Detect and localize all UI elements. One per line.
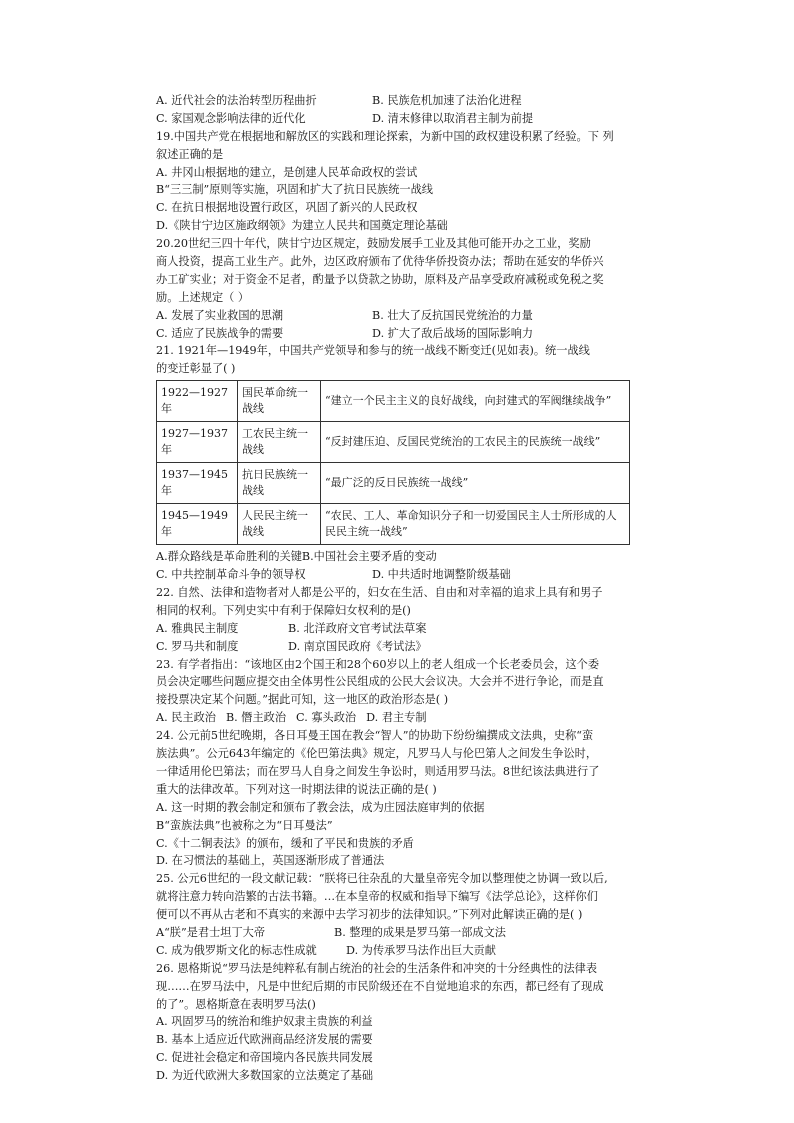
q19-option-a[interactable]: A. 井冈山根据地的建立，是创建人民革命政权的尝试 bbox=[156, 165, 418, 179]
q21-option-d[interactable]: D. 中共适时地调整阶级基础 bbox=[372, 568, 511, 582]
q21-option-c[interactable]: C. 中共控制革命斗争的领导权 bbox=[156, 568, 306, 582]
q26-option-c[interactable]: C. 促进社会稳定和帝国境内各民族共同发展 bbox=[156, 1051, 373, 1065]
q26-stem-line1: 26. 恩格斯说“罗马法是纯粹私有制占统治的社会的生活条件和冲突的十分经典性的法律表 bbox=[156, 961, 598, 975]
q25-options-cd bbox=[156, 942, 641, 960]
q24-stem-line3: 一律适用伦巴第法；而在罗马人自身之间发生争讼时，则适用罗马法。8世纪该法典进行了 bbox=[156, 764, 600, 778]
q20-stem-line4: 励。上述规定（ ） bbox=[156, 290, 250, 304]
q25-option-c[interactable]: C. 成为俄罗斯文化的标志性成就 bbox=[156, 943, 317, 957]
q24-stem-line2: 族法典”。公元643年编定的《伦巴第法典》规定，凡罗马人与伦巴第人之间发生争讼时， bbox=[156, 747, 598, 761]
q25-option-a[interactable]: A“朕”是君士坦丁大帝 bbox=[156, 925, 266, 939]
q22-stem-line2: 相同的权利。下列史实中有利于保障妇女权利的是() bbox=[156, 603, 411, 617]
q23-option-c[interactable]: C. 寡头政治 bbox=[296, 711, 357, 725]
q22-option-c[interactable]: C. 罗马共和制度 bbox=[156, 639, 239, 653]
q25-stem-line2: 就将注意力转向浩繁的古法书籍。…在本皇帝的权威和指导下编写《法学总论》，这样你们 bbox=[156, 890, 598, 904]
q20-stem-line2: 商人投资，提高工业生产。此外，边区政府颁布了优待华侨投资办法；帮助在延安的华侨兴 bbox=[156, 255, 604, 269]
table-cell-name: 工农民主统一战线 bbox=[238, 422, 321, 463]
table-row bbox=[157, 504, 630, 545]
q24-stem-line1: 24. 公元前5世纪晚期，各日耳曼王国在教会“智人”的协助下纷纷编撰成文法典，史称“蛮 bbox=[156, 729, 594, 743]
q20-option-b[interactable]: B. 壮大了反抗国民党统治的力量 bbox=[372, 308, 533, 322]
q22-options-ab bbox=[156, 620, 641, 638]
q20-option-a[interactable]: A. 发展了实业救国的思潮 bbox=[156, 308, 284, 322]
q23-option-b[interactable]: B. 僭主政治 bbox=[225, 711, 287, 725]
q18-option-b[interactable]: B. 民族危机加速了法治化进程 bbox=[372, 94, 522, 107]
q23-stem-line2: 员会决定哪些问题应提交由全体男性公民组成的公民大会议决。大会并不进行争论，而是直 bbox=[156, 675, 604, 689]
q19-stem-line2: 叙述正确的是 bbox=[156, 147, 224, 161]
q19-option-b[interactable]: B“三三制”原则等实施，巩固和扩大了抗日民族统一战线 bbox=[156, 183, 433, 197]
table-cell-period: 1922—1927年 bbox=[157, 381, 238, 422]
q19-option-c[interactable]: C. 在抗日根据地设置行政区，巩固了新兴的人民政权 bbox=[156, 201, 418, 215]
q24-option-c[interactable]: C.《十二铜表法》的颁布，缓和了平民和贵族的矛盾 bbox=[156, 836, 414, 850]
q20-options-ab bbox=[156, 307, 641, 325]
q25-option-d[interactable]: D. 为传承罗马法作出巨大贡献 bbox=[346, 943, 496, 957]
q22-options-cd bbox=[156, 638, 641, 656]
table-cell-name: 国民革命统一战线 bbox=[238, 381, 321, 422]
q18-option-a[interactable]: A. 近代社会的法治转型历程曲折 bbox=[156, 94, 317, 107]
q26-option-d[interactable]: D. 为近代欧洲大多数国家的立法奠定了基础 bbox=[156, 1069, 374, 1083]
q23-stem-line1: 23. 有学者指出：“该地区由2个国王和28个60岁以上的老人组成一个长老委员会，这个委 bbox=[156, 657, 600, 671]
q19-option-d[interactable]: D.《陕甘宁边区施政纲领》为建立人民共和国奠定理论基础 bbox=[156, 219, 448, 233]
table-cell-period: 1937—1945年 bbox=[157, 463, 238, 504]
q22-option-d[interactable]: D. 南京国民政府《考试法》 bbox=[288, 639, 427, 653]
q20-stem-line1: 20.20世纪三四十年代，陕甘宁边区规定，鼓励发展手工业及其他可能开办之工业，奖励 bbox=[156, 237, 591, 251]
table-row bbox=[157, 422, 630, 463]
table-cell-desc: “最广泛的反日民族统一战线” bbox=[321, 463, 630, 504]
q25-option-b[interactable]: B. 整理的成果是罗马第一部成文法 bbox=[334, 925, 506, 939]
q25-options-ab bbox=[156, 924, 641, 942]
table-row bbox=[157, 381, 630, 422]
q24-option-a[interactable]: A. 这一时期的教会制定和颁布了教会法，成为庄园法庭审判的依据 bbox=[156, 800, 485, 814]
table-cell-period: 1927—1937年 bbox=[157, 422, 238, 463]
q18-option-c[interactable]: C. 家国观念影响法律的近代化 bbox=[156, 111, 306, 125]
q26-option-b[interactable]: B. 基本上适应近代欧洲商品经济发展的需要 bbox=[156, 1033, 373, 1047]
exam-page bbox=[156, 92, 641, 1085]
q23-stem-line3: 接投票决定某个问题。”据此可知，这一地区的政治形态是( ) bbox=[156, 693, 449, 707]
q21-stem-line2: 的变迁彰显了( ) bbox=[156, 362, 236, 376]
q19-stem-line1: 19.中国共产党在根据地和解放区的实践和理论探索，为新中国的政权建设积累了经验。下 列 bbox=[156, 129, 614, 143]
q21-options-cd bbox=[156, 566, 641, 584]
table-cell-period: 1945—1949年 bbox=[157, 504, 238, 545]
q23-option-d[interactable]: D. 君主专制 bbox=[366, 711, 427, 725]
q18-option-d[interactable]: D. 清末修律以取消君主制为前提 bbox=[372, 111, 534, 125]
q23-options bbox=[156, 709, 641, 727]
table-cell-desc: “反封建压迫、反国民党统治的工农民主的民族统一战线” bbox=[321, 422, 630, 463]
q23-option-a[interactable]: A. 民主政治 bbox=[156, 711, 216, 725]
q26-option-a[interactable]: A. 巩固罗马的统治和维护奴隶主贵族的利益 bbox=[156, 1015, 373, 1029]
q22-option-a[interactable]: A. 雅典民主制度 bbox=[156, 621, 239, 635]
table-row bbox=[157, 463, 630, 504]
q25-stem-line1: 25. 公元6世纪的一段文献记载：“朕将已往杂乱的大量皇帝宪令加以整理使之协调一致以后, bbox=[156, 872, 608, 886]
q20-options-cd bbox=[156, 325, 641, 343]
q20-stem-line3: 办工矿实业；对于资金不足者，酌量予以贷款之协助，原料及产品享受政府减税或免税之奖 bbox=[156, 272, 604, 286]
q22-option-b[interactable]: B. 北洋政府文官考试法草案 bbox=[288, 621, 427, 635]
q21-options-ab[interactable]: A.群众路线是革命胜利的关键B.中国社会主要矛盾的变动 bbox=[156, 550, 437, 564]
q25-stem-line3: 便可以不再从古老和不真实的来源中去学习初步的法律知识。”下列对此解读正确的是( ) bbox=[156, 908, 583, 922]
q18-options-ab bbox=[156, 92, 641, 110]
table-cell-desc: “建立一个民主主义的良好战线，向封建式的军阀继续战争” bbox=[321, 381, 630, 422]
q24-stem-line4: 重大的法律改革。下列对这一时期法律的说法正确的是( ) bbox=[156, 782, 437, 796]
q24-option-d[interactable]: D. 在习惯法的基础上，英国逐渐形成了普通法 bbox=[156, 854, 385, 868]
q21-stem-line1: 21. 1921年—1949年，中国共产党领导和参与的统一战线不断变迁(见如表)。统一战线 bbox=[156, 344, 590, 358]
q18-options-cd bbox=[156, 110, 641, 128]
table-cell-desc: “农民、工人、革命知识分子和一切爱国民主人士所形成的人民民主统一战线” bbox=[321, 504, 630, 545]
q26-stem-line3: 的了”。恩格斯意在表明罗马法() bbox=[156, 997, 316, 1011]
q20-option-c[interactable]: C. 适应了民族战争的需要 bbox=[156, 326, 284, 340]
table-cell-name: 抗日民族统一战线 bbox=[238, 463, 321, 504]
q24-option-b[interactable]: B“蛮族法典”也被称之为“日耳曼法” bbox=[156, 818, 333, 832]
q26-stem-line2: 现……在罗马法中，凡是中世纪后期的市民阶级还在不自觉地追求的东西，都已经有了现成 bbox=[156, 979, 604, 993]
united-front-table bbox=[156, 380, 630, 545]
table-cell-name: 人民民主统一战线 bbox=[238, 504, 321, 545]
q22-stem-line1: 22. 自然、法律和造物者对人都是公平的，妇女在生活、自由和对幸福的追求上具有和男子 bbox=[156, 586, 603, 600]
q20-option-d[interactable]: D. 扩大了敌后战场的国际影响力 bbox=[372, 326, 534, 340]
